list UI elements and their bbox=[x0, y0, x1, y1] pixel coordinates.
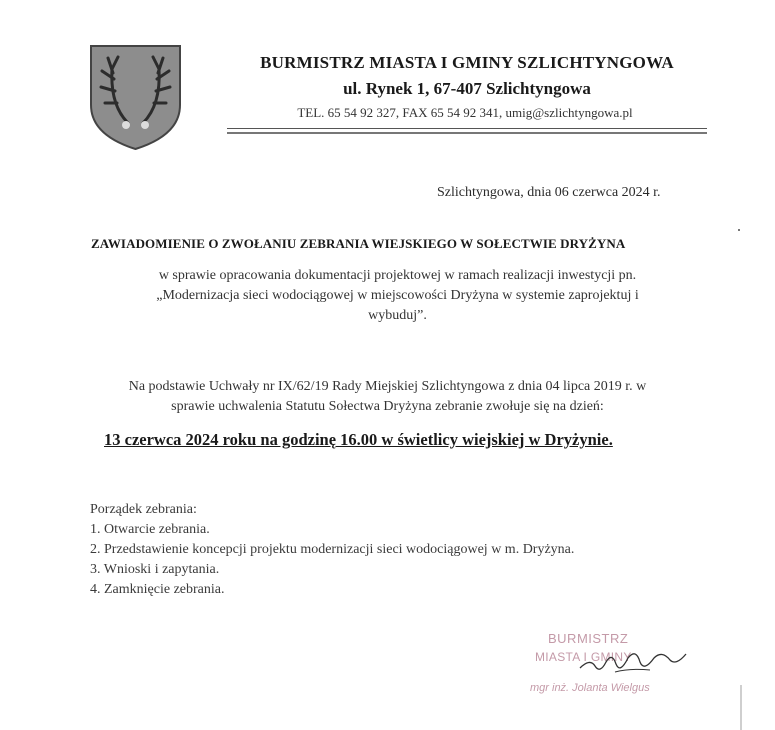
subject-paragraph bbox=[100, 266, 695, 326]
agenda bbox=[90, 500, 574, 600]
stamp-office: MIASTA I GMINY bbox=[535, 650, 632, 664]
scan-speck bbox=[738, 229, 740, 231]
office-address: ul. Rynek 1, 67-407 Szlichtyngowa bbox=[343, 79, 591, 98]
meeting-datetime: 13 czerwca 2024 roku na godzinę 16.00 w świetlicy wiejskiej w Dryżynie. bbox=[104, 430, 613, 449]
coat-of-arms-icon bbox=[88, 43, 183, 151]
stamp-title: BURMISTRZ bbox=[548, 631, 629, 646]
header-rule bbox=[227, 128, 707, 129]
agenda-item: 2. Przedstawienie koncepcji projektu modernizacji sieci wodociągowej w m. Dryżyna. bbox=[90, 542, 575, 557]
agenda-item: 4. Zamknięcie zebrania. bbox=[90, 582, 225, 597]
basis-line: sprawie uchwalenia Statutu Sołectwa Dryżyna zebranie zwołuje się na dzień: bbox=[171, 399, 604, 414]
stamp-name: mgr inż. Jolanta Wielgus bbox=[530, 682, 650, 694]
signature-icon bbox=[520, 628, 695, 698]
agenda-heading: Porządek zebrania: bbox=[90, 502, 197, 517]
place-date: Szlichtyngowa, dnia 06 czerwca 2024 r. bbox=[437, 185, 661, 200]
header-rule-double bbox=[227, 132, 707, 134]
subject-line: w sprawie opracowania dokumentacji projektowej w ramach realizacji inwestycji pn. bbox=[158, 268, 637, 283]
office-contact: TEL. 65 54 92 327, FAX 65 54 92 341, umig@szlichtyngowa.pl bbox=[297, 105, 633, 120]
agenda-item: 1. Otwarcie zebrania. bbox=[90, 522, 210, 537]
notice-title: ZAWIADOMIENIE O ZWOŁANIU ZEBRANIA WIEJSKIEGO W SOŁECTWIE DRYŻYNA bbox=[91, 236, 626, 251]
basis-line: Na podstawie Uchwały nr IX/62/19 Rady Miejskiej Szlichtyngowa z dnia 04 lipca 2019 r. w bbox=[128, 379, 647, 394]
agenda-item: 3. Wnioski i zapytania. bbox=[90, 562, 220, 577]
office-title: BURMISTRZ MIASTA I GMINY SZLICHTYNGOWA bbox=[260, 53, 674, 72]
subject-line: „Modernizacja sieci wodociągowej w miejscowości Dryżyna w systemie zaprojektuj i bbox=[156, 288, 639, 303]
subject-line: wybuduj”. bbox=[368, 308, 427, 323]
legal-basis-paragraph bbox=[80, 377, 695, 417]
scan-edge bbox=[740, 685, 742, 730]
